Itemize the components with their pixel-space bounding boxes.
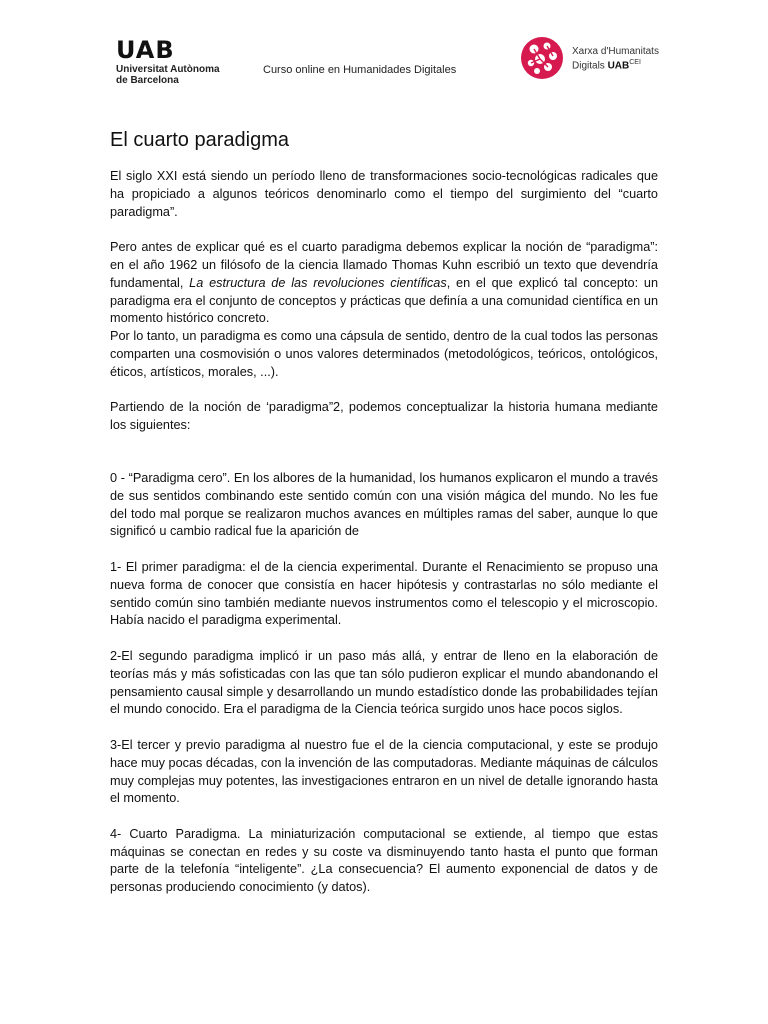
paragraph-history-intro: Partiendo de la noción de ‘paradigma”2, podemos conceptualizar la historia humana mediante los siguientes:: [110, 400, 658, 433]
uab-logo-line1: Universitat Autònoma: [116, 64, 220, 75]
document-title: El cuarto paradigma: [110, 129, 289, 152]
paragraph-paradigm-definition-start: Pero antes de explicar qué es el cuarto paradigma debemos explicar la noción de “paradigma”: en el año 1962 un filósofo de la ciencia llamado Thomas Kuhn escribió un texto que devendría fundamental,: [110, 240, 658, 290]
uab-logo-wordmark: UAB: [116, 36, 175, 64]
xarxa-logo-line2: [572, 57, 659, 71]
xarxa-logo-suffix: CEI: [629, 59, 641, 66]
paragraph-paradigm-two: 2-El segundo paradigma implicó ir un paso más allá, y entrar de lleno en la elaboración de teorías más y más sofisticadas con las que tan sólo pudieron explicar el mundo abandonando el pensamiento causal simple y desarrollando un mundo estadístico donde las probabilidades tejían el mundo conocido. Era el paradigma de la Ciencia teórica surgido unos hace pocos siglos.: [110, 648, 658, 717]
kuhn-book-title: La estructura de las revoluciones científicas: [189, 275, 447, 290]
xarxa-network-icon: [520, 36, 564, 80]
paragraph-paradigm-three: 3-El tercer y previo paradigma al nuestro fue el de la ciencia computacional, y este se produjo hace muy pocas décadas, con la invención de las computadoras. Mediante máquinas de cálculos muy complejas muy potentes, las investigaciones entraron en un nivel de detalle ignorando hasta el momento.: [110, 737, 659, 806]
document-body: [110, 168, 658, 915]
paragraph-intro: El siglo XXI está siendo un período lleno de transformaciones socio-tecnológicas radicales que ha propiciado a algunos teóricos denominarlo como el tiempo del surgimiento del “cuarto paradigma”.: [110, 169, 658, 219]
paragraph-paradigm-four: 4- Cuarto Paradigma. La miniaturización computacional se extiende, al tiempo que estas máquinas se conectan en redes y su coste va disminuyendo tanto hasta el punto que forman parte de la telefonía “inteligente”. ¿La consecuencia? El aumento exponencial de datos y de personas produciendo conocimiento (y datos).: [110, 826, 658, 895]
paragraph-paradigm-zero: 0 - “Paradigma cero”. En los albores de la humanidad, los humanos explicaron el mundo a través de sus sentidos combinando este sentido común con una visión mágica del mundo. No les fue del todo mal porque se realizaron muchos avances en múltiples ramas del saber, aunque lo que significó u cambio radical fue la aparición de: [110, 470, 658, 539]
uab-logo-line2: de Barcelona: [116, 75, 179, 86]
xarxa-logo-line2-prefix: Digitals: [572, 60, 608, 72]
uab-logo: [116, 38, 236, 86]
xarxa-logo: [520, 36, 680, 80]
paragraph-paradigm-one: 1- El primer paradigma: el de la ciencia experimental. Durante el Renacimiento se propuso una nueva forma de conocer que consistía en hacer hipótesis y contrastarlas no sólo mediante el sentido común sino también mediante nuevos instrumentos como el telescopio y el microscopio. Había nacido el paradigma experimental.: [110, 559, 658, 628]
course-title: Curso online en Humanidades Digitales: [263, 64, 457, 76]
page-header: [0, 0, 768, 110]
xarxa-logo-line1: Xarxa d'Humanitats: [572, 46, 659, 57]
xarxa-logo-text: [572, 46, 659, 71]
paragraph-capsule: Por lo tanto, un paradigma es como una cápsula de sentido, dentro de la cual todos las personas comparten una cosmovisión o unos valores determinados (metodológicos, teóricos, ontológicos, éticos, artísticos, morales, ...).: [110, 329, 658, 379]
paragraph-paradigm-definition-end: , en el que explicó tal concepto: un paradigma era el conjunto de conceptos y prácticas que definía a una comunidad científica en un momento histórico concreto.: [110, 275, 659, 326]
xarxa-logo-brand: UAB: [607, 60, 630, 72]
paragraph-paradigm-definition: [110, 239, 658, 328]
